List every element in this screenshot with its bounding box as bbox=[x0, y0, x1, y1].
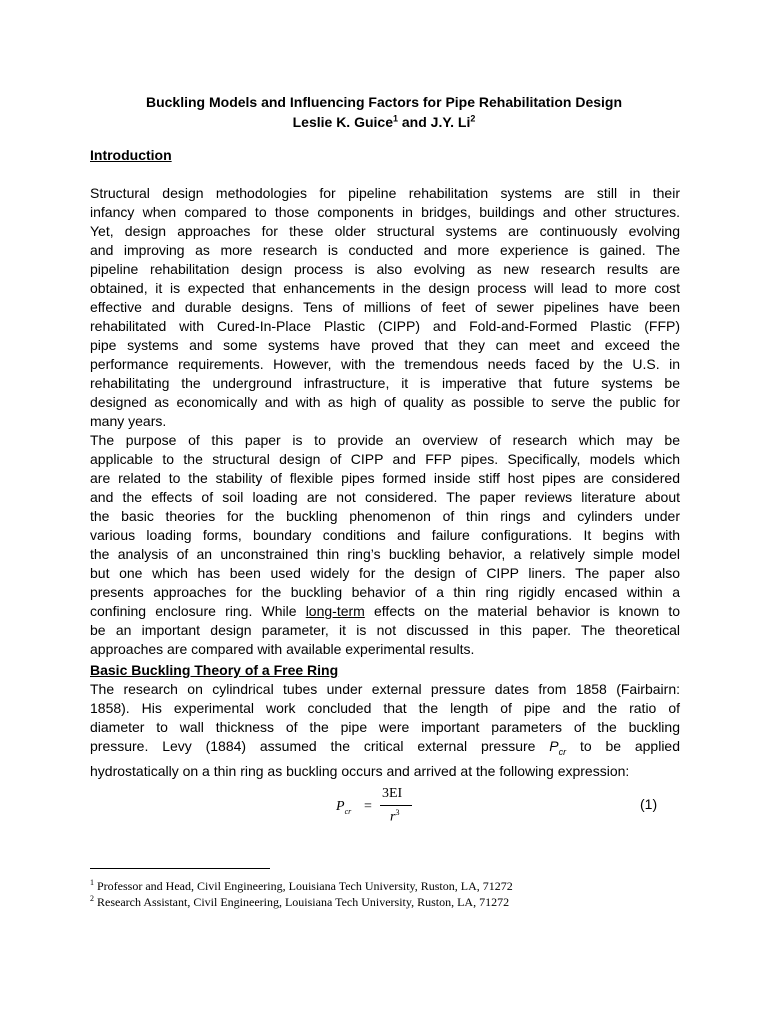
equation-number: (1) bbox=[640, 796, 658, 812]
text-line: but one which has been used widely for the design of CIPP liners. The paper also bbox=[90, 565, 680, 581]
intro-paragraph-1 bbox=[90, 184, 680, 431]
text-line: pipe systems and some systems have proved that they can meet and exceed the bbox=[90, 337, 680, 353]
text-line: performance requirements. However, with the tremendous needs faced by the U.S. in bbox=[90, 356, 680, 372]
equation-1 bbox=[336, 786, 426, 830]
author-li: and J.Y. Li bbox=[398, 114, 471, 130]
text-line: many years. bbox=[90, 413, 167, 429]
text-line: 1858). His experimental work concluded that the length of pipe and the ratio of bbox=[90, 700, 680, 716]
text-line: rehabilitated with Cured-In-Place Plastic (CIPP) and Fold-and-Formed Plastic (FFP) bbox=[90, 318, 680, 334]
introduction-heading: Introduction bbox=[90, 147, 172, 163]
footnote-mark-1: 1 bbox=[392, 113, 398, 124]
footnote-separator bbox=[90, 868, 270, 869]
footnote-mark-2: 2 bbox=[470, 113, 476, 124]
eq-numerator: 3EI bbox=[382, 786, 403, 801]
underlined-term: long-term bbox=[305, 603, 365, 619]
text-line: confining enclosure ring. While long-term effects on the material behavior is known to bbox=[90, 603, 680, 619]
text-line: rehabilitating the underground infrastructure, it is imperative that future systems be bbox=[90, 375, 680, 391]
text-line: and the effects of soil loading are not considered. The paper reviews literature about bbox=[90, 489, 680, 505]
text-line: effective and durable designs. Tens of millions of feet of sewer pipelines have been bbox=[90, 299, 680, 315]
author-guice: Leslie K. Guice bbox=[292, 114, 393, 130]
text-line: the analysis of an unconstrained thin ring’s buckling behavior, a relatively simple model bbox=[90, 546, 680, 562]
text-line: and improving as more research is conducted and more experience is gained. The bbox=[90, 242, 680, 258]
title-line: Buckling Models and Influencing Factors for Pipe Rehabilitation Design bbox=[145, 94, 623, 110]
eq-lhs: $P_{cr}$ bbox=[336, 799, 352, 816]
eq-equals: = bbox=[364, 799, 372, 814]
eq-fraction-bar bbox=[380, 805, 412, 806]
text-line: pipeline rehabilitation design process is also evolving as new research results are bbox=[90, 261, 680, 277]
authors-line bbox=[0, 112, 768, 132]
text-line: designed as economically and with as high of quality as possible to serve the public for bbox=[90, 394, 680, 410]
buckling-theory-heading: Basic Buckling Theory of a Free Ring bbox=[90, 662, 339, 678]
footnote-1: $^1$ Professor and Head, Civil Engineering, Louisiana Tech University, Ruston, LA, 71272 bbox=[90, 878, 513, 893]
text-line: are related to the stability of flexible pipes formed inside stiff host pipes are considered bbox=[90, 470, 680, 486]
text-line: Structural design methodologies for pipeline rehabilitation systems are still in their bbox=[90, 185, 680, 201]
text-line: presents approaches for the buckling behavior of a thin ring rigidly encased within a bbox=[90, 584, 680, 600]
text-line: applicable to the structural design of CIPP and FFP pipes. Specifically, models which bbox=[90, 451, 680, 467]
text-line: infancy when compared to those components in bridges, buildings and other structures. bbox=[90, 204, 680, 220]
text-line: pressure. Levy (1884) assumed the critical external pressure $P_{cr}$ to be applied bbox=[90, 738, 680, 757]
text-line: various loading forms, boundary conditions and failure configurations. It begins with bbox=[90, 527, 680, 543]
text-line: The research on cylindrical tubes under external pressure dates from 1858 (Fairbairn: bbox=[90, 681, 680, 697]
text-line: obtained, it is expected that enhancements in the design process will lead to more cost bbox=[90, 280, 680, 296]
text-line: The purpose of this paper is to provide an overview of research which may be bbox=[90, 432, 680, 448]
text-line: diameter to wall thickness of the pipe were important parameters of the buckling bbox=[90, 719, 680, 735]
text-line: approaches are compared with available experimental results. bbox=[90, 641, 475, 657]
paper-title bbox=[0, 92, 768, 132]
pcr-symbol: $P_{cr}$ bbox=[549, 738, 567, 757]
text-line: Yet, design approaches for these older structural systems are continuously evolving bbox=[90, 223, 680, 239]
footnote-2: $^2$ Research Assistant, Civil Engineering, Louisiana Tech University, Ruston, LA, 71272 bbox=[90, 894, 510, 909]
text-line: hydrostatically on a thin ring as buckling occurs and arrived at the following expression: bbox=[90, 762, 630, 779]
intro-paragraph-2 bbox=[90, 431, 680, 659]
text-line: be an important design parameter, it is not discussed in this paper. The theoretical bbox=[90, 622, 680, 638]
buckling-paragraph bbox=[90, 680, 680, 781]
eq-denominator: $r^3$ bbox=[390, 808, 400, 825]
text-line: the basic theories for the buckling phenomenon of thin rings and cylinders under bbox=[90, 508, 680, 524]
